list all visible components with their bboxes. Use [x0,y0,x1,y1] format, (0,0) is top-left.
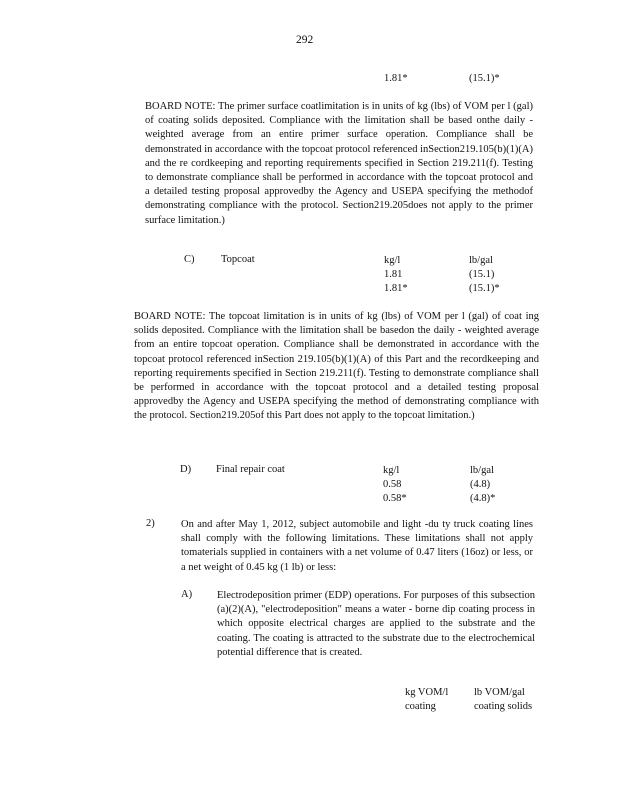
top-lb-value: (15.1)* [469,73,500,84]
bottom-col2-header [474,686,532,714]
final-repair-kg-column [383,464,407,506]
topcoat-letter: C) [184,254,195,265]
item-a-letter: A) [181,589,193,600]
final-repair-kg-header: kg/l [383,465,400,476]
final-repair-lb-header: lb/gal [470,465,494,476]
final-repair-lb-column [470,464,495,506]
topcoat-label: Topcoat [221,254,255,265]
header-line: kg VOM/l [405,687,449,698]
topcoat-lb-header: lb/gal [469,255,493,266]
topcoat-kg-header: kg/l [384,255,401,266]
final-repair-lb-value: (4.8)* [470,493,496,504]
topcoat-lb-value: (15.1)* [469,283,500,294]
page-number: 292 [296,34,314,46]
item-2-text: On and after May 1, 2012, subject automobile and light -du ty truck coating lines shall comply with the following limitations. These limitations shall not apply tomaterials supplied in containers with a net volume of 0.47 liters (16oz) or less, or a net weight of 0.45 kg (1 lb) or less: [181,519,533,573]
bottom-col1-header [405,686,448,714]
final-repair-kg-value: 0.58* [383,493,407,504]
topcoat-kg-value: 1.81 [384,269,403,280]
header-line: coating [405,701,436,712]
item-a-text: Electrodeposition primer (EDP) operations. For purposes of this subsection (a)(2)(A), "electrodeposition" means a water - borne dip coating process in which opposite electrical charges are applied to the substrate and the coating. The coating is attracted to the substrate due to the electrochemical potential difference that is created. [217,590,535,658]
item-2-number: 2) [146,518,155,529]
final-repair-lb-value: (4.8) [470,479,491,490]
header-line: lb VOM/gal [474,687,525,698]
final-repair-label: Final repair coat [216,464,285,475]
header-line: coating solids [474,701,533,712]
final-repair-letter: D) [180,464,192,475]
topcoat-kg-value: 1.81* [384,283,408,294]
topcoat-lb-column [469,254,500,296]
top-kg-value: 1.81* [384,73,408,84]
topcoat-board-note: BOARD NOTE: The topcoat limitation is in units of kg (lbs) of VOM per l (gal) of coat ing solids deposited. Compliance with the limitation shall be basedon the daily - weighted average from an entire topcoat operation. Compliance shall be demonstrated in accordance with the topcoat protocol referenced inSection 219.105(b)(1)(A) of this Part and the recordkeeping and reporting requirements specified in Section 219.211(f). Testing to demonstrate compliance shall be performed in accordance with the topcoat protocol and a detailed testing proposal approvedby the Agency and USEPA specifying the method of demonstrating compliance with the protocol. Section219.205of this Part does not apply to the topcoat limitation.) [134,311,539,422]
topcoat-kg-column [384,254,408,296]
topcoat-lb-value: (15.1) [469,269,495,280]
primer-board-note: BOARD NOTE: The primer surface coatlimitation is in units of kg (lbs) of VOM per l (gal) of coating solids deposited. Compliance with the limitation shall be based onthe daily - weighted average from an entire primer surface operation. Compliance shall be demonstrated in accordance with the topcoat protocol referenced inSection219.105(b)(1)(A) and the re cordkeeping and reporting requirements specified in Section 219.211(f). Testing to demonstrate compliance shall be performed in accordance with the topcoat protocol and a detailed testing proposal approvedby the Agency and USEPA specifying the methodof demonstrating compliance with the protocol. Section219.205does not apply to the primer surface limitation.) [145,101,533,226]
final-repair-kg-value: 0.58 [383,479,402,490]
